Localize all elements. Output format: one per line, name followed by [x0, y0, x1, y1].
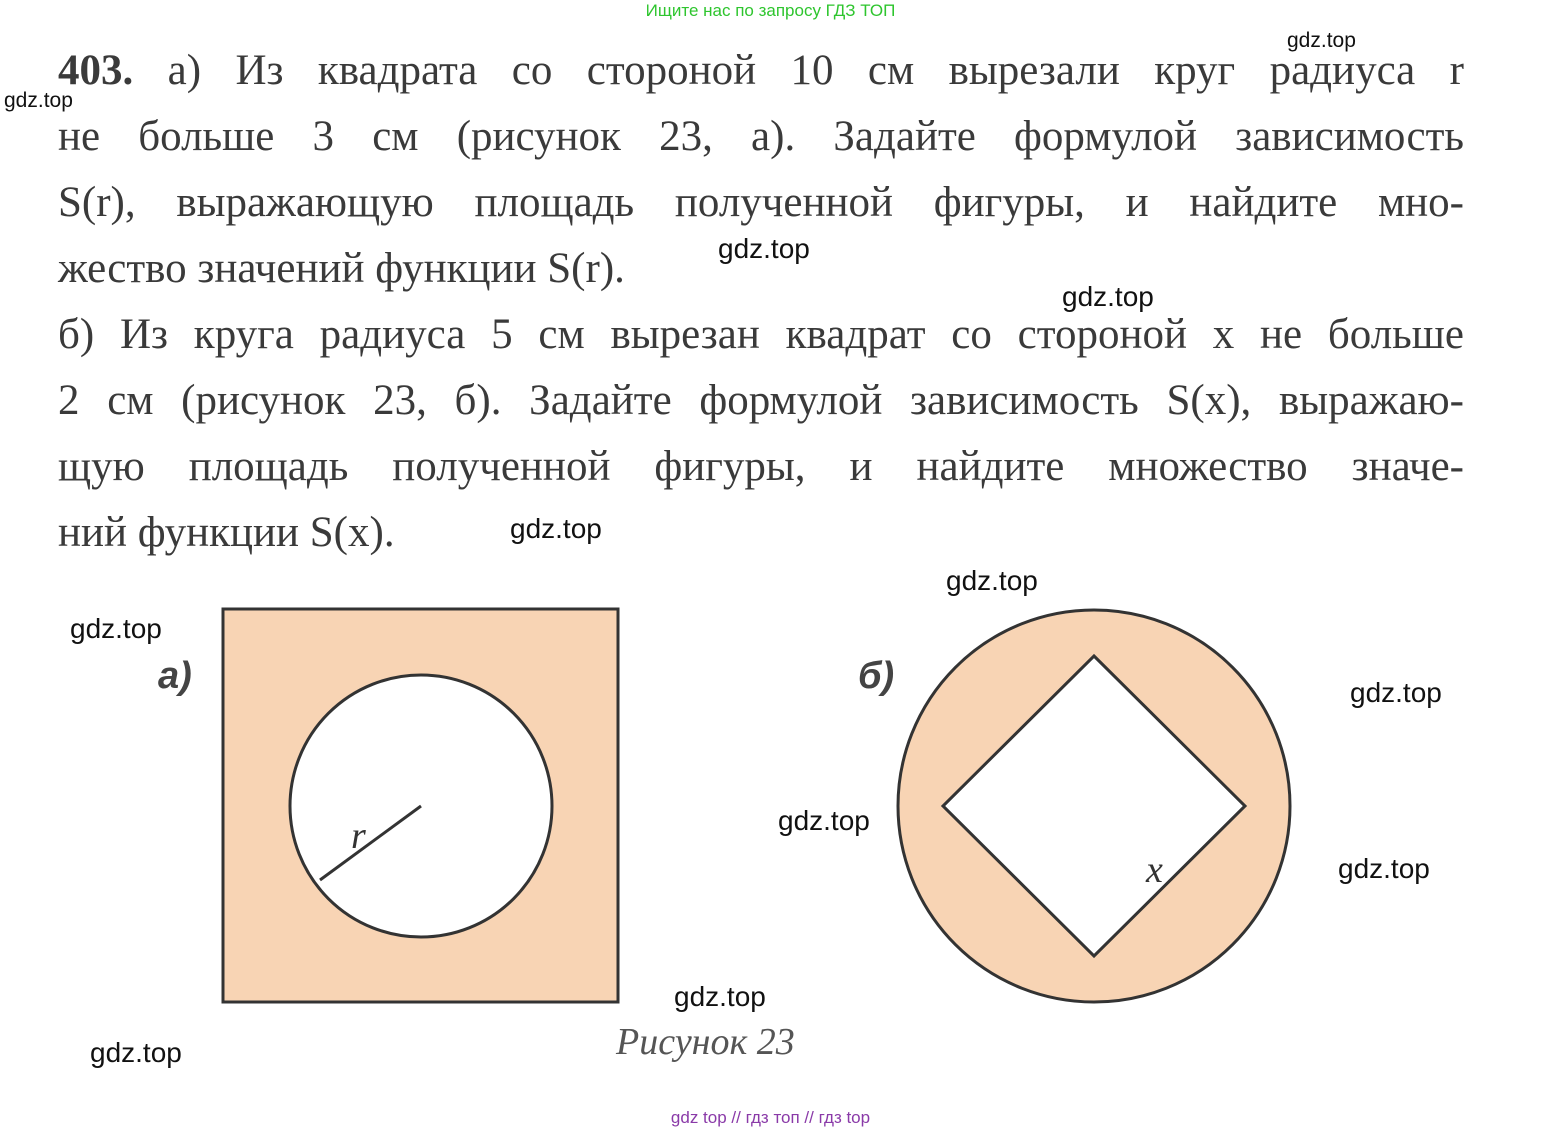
- figure-b-label: б): [858, 655, 895, 697]
- problem-line-4: жество значений функции S(r).: [58, 245, 625, 292]
- problem-line-1: 403. а) Из квадрата со стороной 10 см вырезали круг радиуса r: [58, 47, 1464, 94]
- watermark[interactable]: gdz.top: [946, 565, 1038, 596]
- watermark[interactable]: gdz.top: [510, 513, 602, 544]
- problem-line-6: 2 см (рисунок 23, б). Задайте формулой зависимость S(x), выражаю-: [58, 377, 1464, 424]
- problem-line-2: не больше 3 см (рисунок 23, а). Задайте формулой зависимость: [58, 113, 1464, 160]
- top-banner[interactable]: Ищите нас по запросу ГДЗ ТОП: [645, 1, 896, 20]
- watermark[interactable]: gdz.top: [1338, 853, 1430, 884]
- watermark[interactable]: gdz.top: [1062, 281, 1154, 312]
- problem-line-8: ний функции S(x).: [58, 509, 395, 556]
- radius-label: r: [351, 815, 366, 857]
- watermark[interactable]: gdz.top: [90, 1037, 182, 1068]
- watermark[interactable]: gdz.top: [778, 805, 870, 836]
- problem-number: 403.: [58, 47, 134, 94]
- watermark[interactable]: gdz.top: [4, 89, 73, 112]
- figure-caption: Рисунок 23: [616, 1021, 795, 1063]
- watermark[interactable]: gdz.top: [718, 233, 810, 264]
- bottom-banner[interactable]: gdz top // гдз топ // гдз top: [670, 1108, 871, 1127]
- watermark[interactable]: gdz.top: [674, 981, 766, 1012]
- watermark[interactable]: gdz.top: [70, 613, 162, 644]
- watermark[interactable]: gdz.top: [1287, 29, 1356, 52]
- watermark[interactable]: gdz.top: [1350, 677, 1442, 708]
- figure-a-label: а): [158, 655, 192, 697]
- problem-line-5: б) Из круга радиуса 5 см вырезан квадрат со стороной x не больше: [58, 311, 1464, 358]
- problem-line-3: S(r), выражающую площадь полученной фигуры, и найдите мно-: [58, 179, 1464, 226]
- side-label: x: [1146, 849, 1163, 891]
- problem-line-7: щую площадь полученной фигуры, и найдите множество значе-: [58, 443, 1464, 490]
